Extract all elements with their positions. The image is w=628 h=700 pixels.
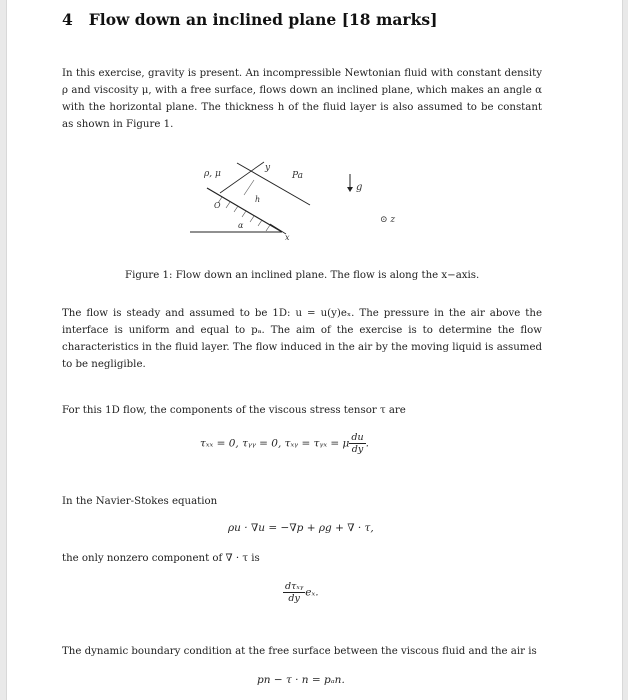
stress-components-equation [200,432,369,455]
eq1-lhs: τₓₓ = 0, τᵧᵧ = 0, τₓᵧ = τᵧₓ = μ [200,437,350,450]
flow-description-paragraph: The flow is steady and assumed to be 1D: u = u(y)eₓ. The pressure in the air above the interface is uniform and equal to pₐ. The aim of the exercise is to determine the flow characteristics in the fluid layer. The flow induced in the air by the moving liquid is assumed to be negligible. [62,308,542,370]
inclined-plane-figure [182,160,412,245]
nonzero-component-intro: the only nonzero component of ∇ · τ is [62,553,260,564]
section-title: Flow down an inclined plane [18 marks] [88,10,438,29]
plane-hatching [218,197,270,231]
eq1-denominator: dy [351,444,364,455]
fig-label-o: O [214,201,221,210]
eq1-end: . [365,437,369,450]
navier-stokes-equation: ρu · ∇u = −∇p + ρg + ∇ · τ, [228,522,374,534]
document-page [6,0,623,700]
figure-caption: Figure 1: Flow down an inclined plane. The flow is along the x−axis. [125,270,480,281]
h-marker [244,180,254,195]
eq3-numerator: dτₓᵧ [285,581,304,592]
fig-label-h: h [255,195,261,204]
boundary-condition-equation: pn − τ · n = pₐn. [257,674,345,686]
eq3-end: eₓ. [305,586,319,599]
fig-label-y: y [265,163,271,173]
eq3-denominator: dy [288,593,300,604]
stress-divergence-equation [283,581,319,604]
fig-label-z: ⊙ z [380,215,396,225]
free-surface-line [237,163,310,205]
fig-label-g: g [356,182,363,193]
eq1-numerator: du [351,432,364,443]
fig-label-alpha: α [238,221,244,230]
fig-label-x: x [285,233,290,242]
fig-label-pa: Pa [292,171,304,181]
navier-stokes-intro: In the Navier-Stokes equation [62,496,218,507]
boundary-condition-intro: The dynamic boundary condition at the free surface between the viscous fluid and the air is [62,646,537,657]
fig-label-rho-mu: ρ, μ [204,169,221,179]
eq1-fraction [349,432,365,455]
gravity-arrowhead [347,187,353,192]
y-axis-line [220,162,264,193]
section-heading [62,10,437,29]
eq3-fraction [283,581,305,604]
section-number: 4 [62,10,73,29]
stress-tensor-intro: For this 1D flow, the components of the viscous stress tensor τ are [62,405,406,416]
intro-paragraph: In this exercise, gravity is present. An incompressible Newtonian fluid with constant density ρ and viscosity μ, with a free surface, flows down an inclined plane, which makes an angle α with the horizontal plane. The thickness h of the fluid layer is also assumed to be constant as shown in Figure 1. [62,68,542,130]
